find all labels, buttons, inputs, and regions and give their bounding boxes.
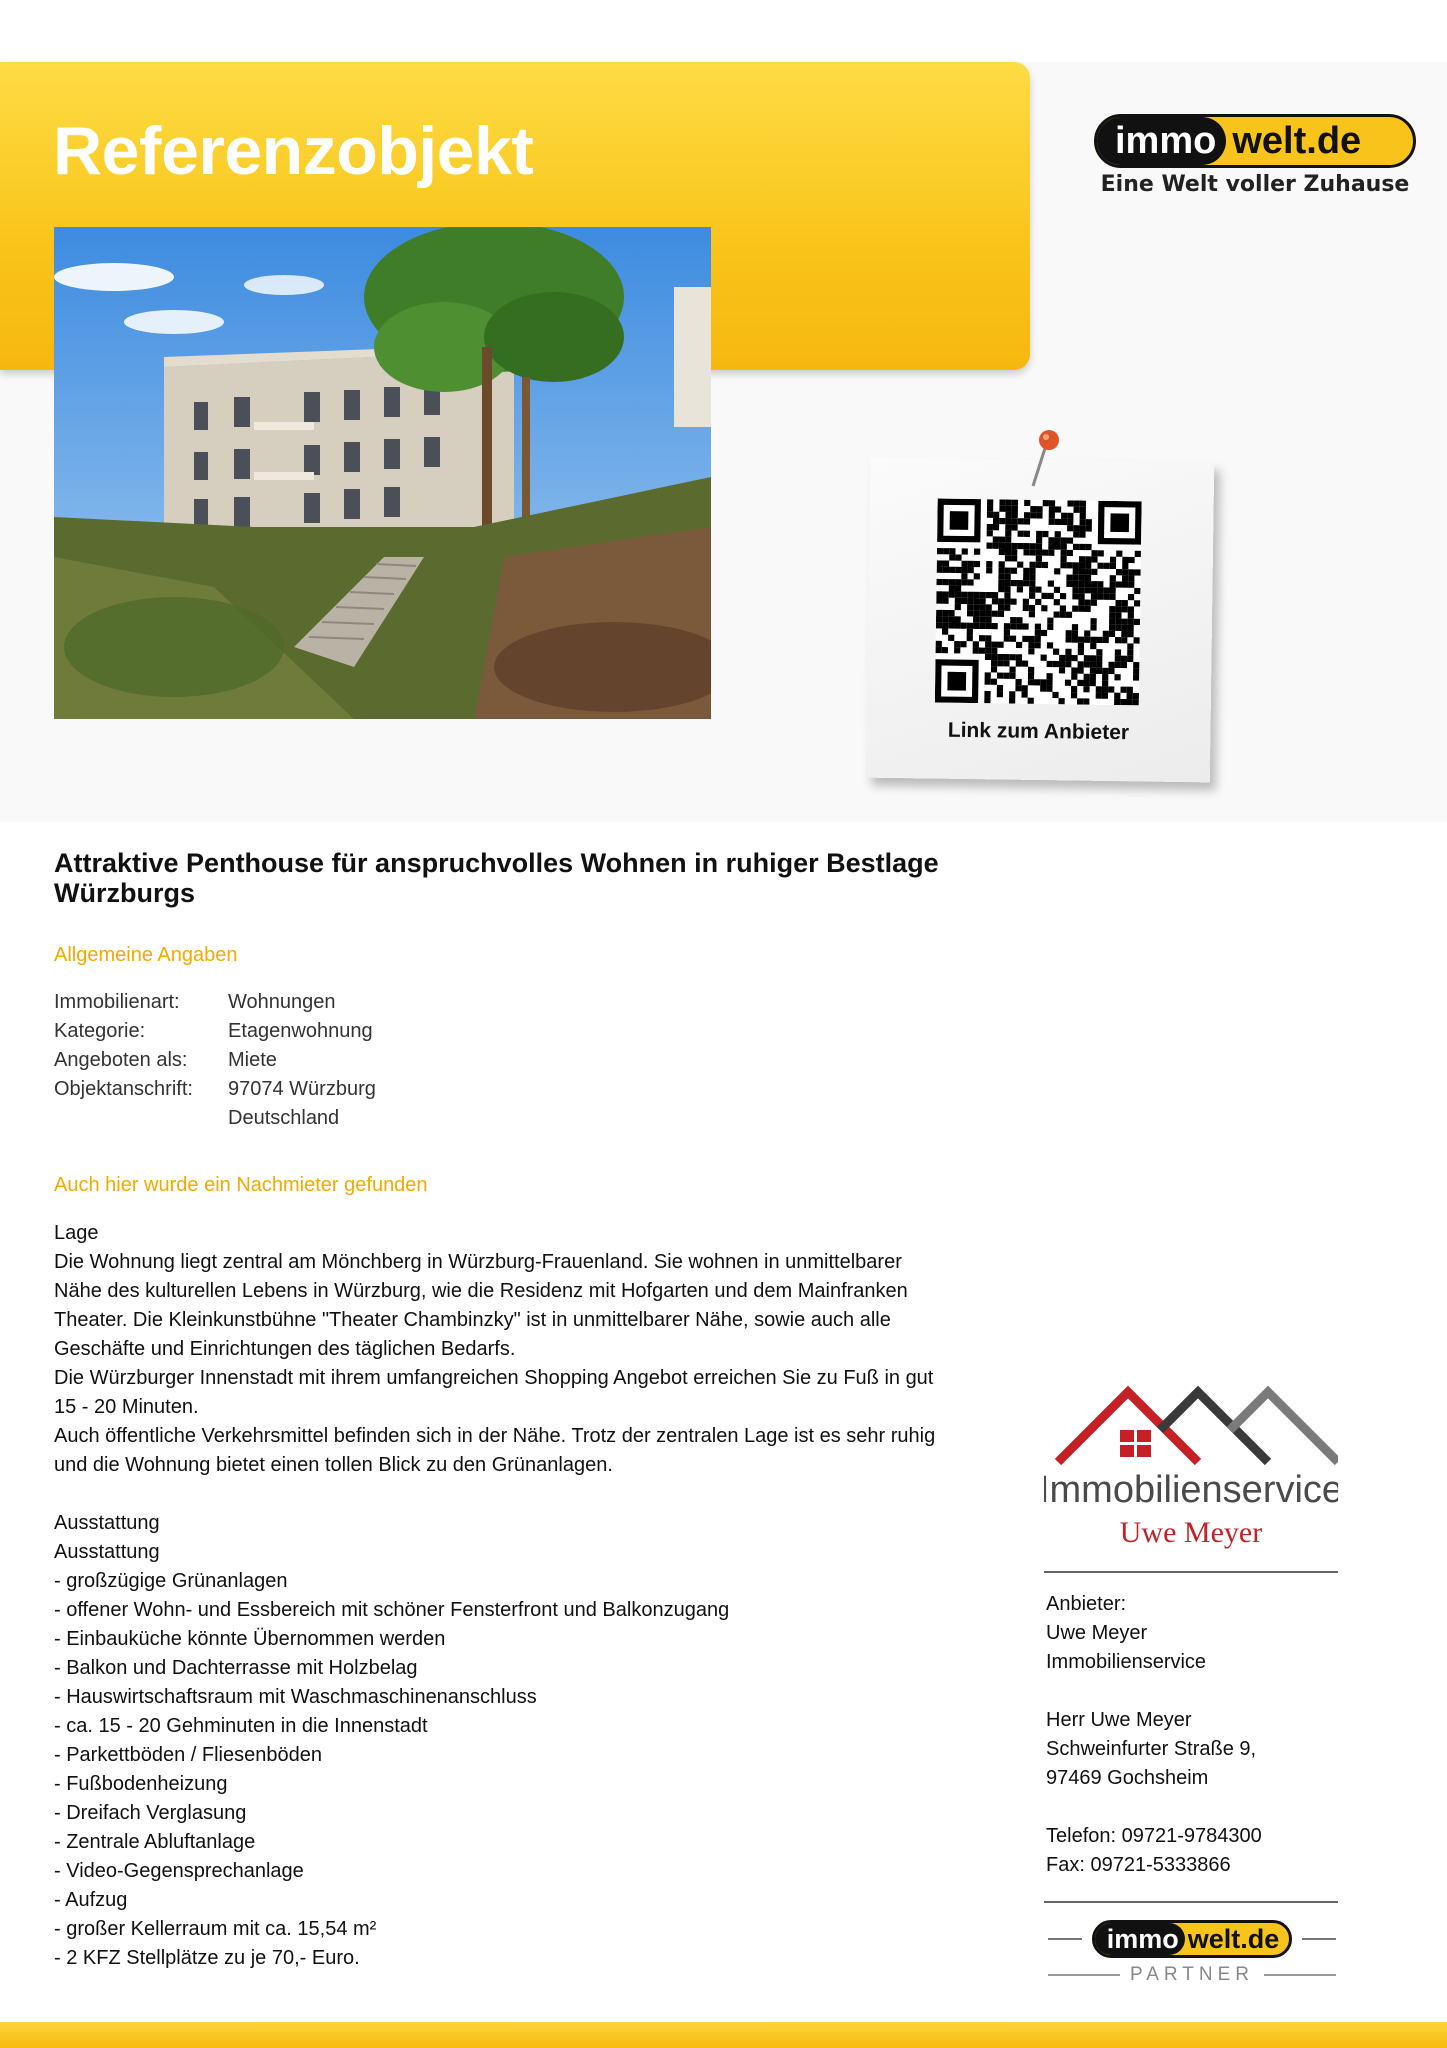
- fact-label: [54, 1104, 228, 1133]
- fact-row: [54, 1046, 376, 1075]
- fact-value: Miete: [228, 1049, 277, 1071]
- listing-description: Lage Die Wohnung liegt zentral am Mönchberg in Würzburg-Frauenland. Sie wohnen in unmittelbarer Nähe des kulturellen Lebens in Würzburg, wie die Residenz mit Hofgarten und dem Mainfranken Theater. Die Kleinkunstbühne "Theater Chambinzky" ist in unmittelbarer Nähe, sowie auch alle Geschäfte und Einrichtungen des täglichen Bedarfs. Die Würzburger Innenstadt mit ihrem umfangreichen Shopping Angebot erreichen Sie zu Fuß in gut 15 - 20 Minuten. Auch öffentliche Verkehrsmittel befinden sich in der Nähe. Trotz der zentralen Lage ist es sehr ruhig und die Wohnung bietet einen tollen Blick zu den Grünanlagen. Ausstattung Ausstattung - großzügige Grünanlagen - offener Wohn- und Essbereich mit schöner Fensterfront und Balkonzugang - Einbauküche könnte Übernommen werden - Balkon und Dachterrasse mit Holzbelag - Hauswirtschaftsraum mit Waschmaschinenanschluss - ca. 15 - 20 Gehminuten in die Innenstadt - Parkettböden / Fliesenböden - Fußbodenheizung - Dreifach Verglasung - Zentrale Abluftanlage - Video-Gegensprechanlage - Aufzug - großer Kellerraum mit ca. 15,54 m² - 2 KFZ Stellplätze zu je 70,- Euro.: [54, 1222, 936, 1969]
- divider: [1044, 1571, 1338, 1573]
- pin-icon: [1025, 424, 1065, 494]
- general-heading: Allgemeine Angaben: [54, 944, 238, 966]
- fact-row: [54, 1017, 376, 1046]
- agent-logo: [1044, 1384, 1338, 1552]
- agent-logo-owner: Uwe Meyer: [1119, 1516, 1263, 1549]
- brand-tagline: Eine Welt voller Zuhause: [1100, 172, 1410, 197]
- property-photo: [54, 227, 711, 719]
- fact-value: Etagenwohnung: [228, 1020, 373, 1042]
- fact-row: [54, 1075, 376, 1104]
- qr-code[interactable]: [935, 499, 1142, 706]
- divider: [1044, 1901, 1338, 1903]
- fact-label: Immobilienart:: [54, 991, 180, 1013]
- qr-link-label: Link zum Anbieter: [947, 718, 1130, 745]
- partner-label: PARTNER: [1129, 1964, 1255, 1985]
- agent-logo-name: Immobilienservice: [1044, 1469, 1338, 1511]
- page-title: Referenzobjekt: [53, 113, 534, 189]
- footer-bar: [0, 2022, 1447, 2048]
- immowelt-logo: immo welt.de Eine Welt voller Zuhause: [1094, 114, 1416, 197]
- fact-label: Angeboten als:: [54, 1049, 188, 1071]
- fact-value: 97074 Würzburg: [228, 1078, 376, 1100]
- listing-title: Attraktive Penthouse für anspruchvolles Wohnen in ruhiger Bestlage Würzburgs: [54, 848, 939, 908]
- facts-table: [54, 988, 376, 1133]
- fact-label: Kategorie:: [54, 1020, 146, 1042]
- fact-row: [54, 988, 376, 1017]
- partner-logo: immo welt.de PARTNER: [1048, 1920, 1336, 1986]
- agent-contact: Anbieter: Uwe Meyer Immobilienservice Herr Uwe Meyer Schweinfurter Straße 9, 97469 Gochsheim Telefon: 09721-9784300 Fax: 09721-5333866: [1046, 1593, 1262, 1876]
- fact-row: [54, 1104, 376, 1133]
- qr-card[interactable]: [866, 458, 1214, 783]
- fact-value: Wohnungen: [228, 991, 336, 1013]
- found-heading: Auch hier wurde ein Nachmieter gefunden: [54, 1174, 428, 1196]
- fact-value: Deutschland: [228, 1107, 340, 1129]
- fact-label: Objektanschrift:: [54, 1078, 193, 1100]
